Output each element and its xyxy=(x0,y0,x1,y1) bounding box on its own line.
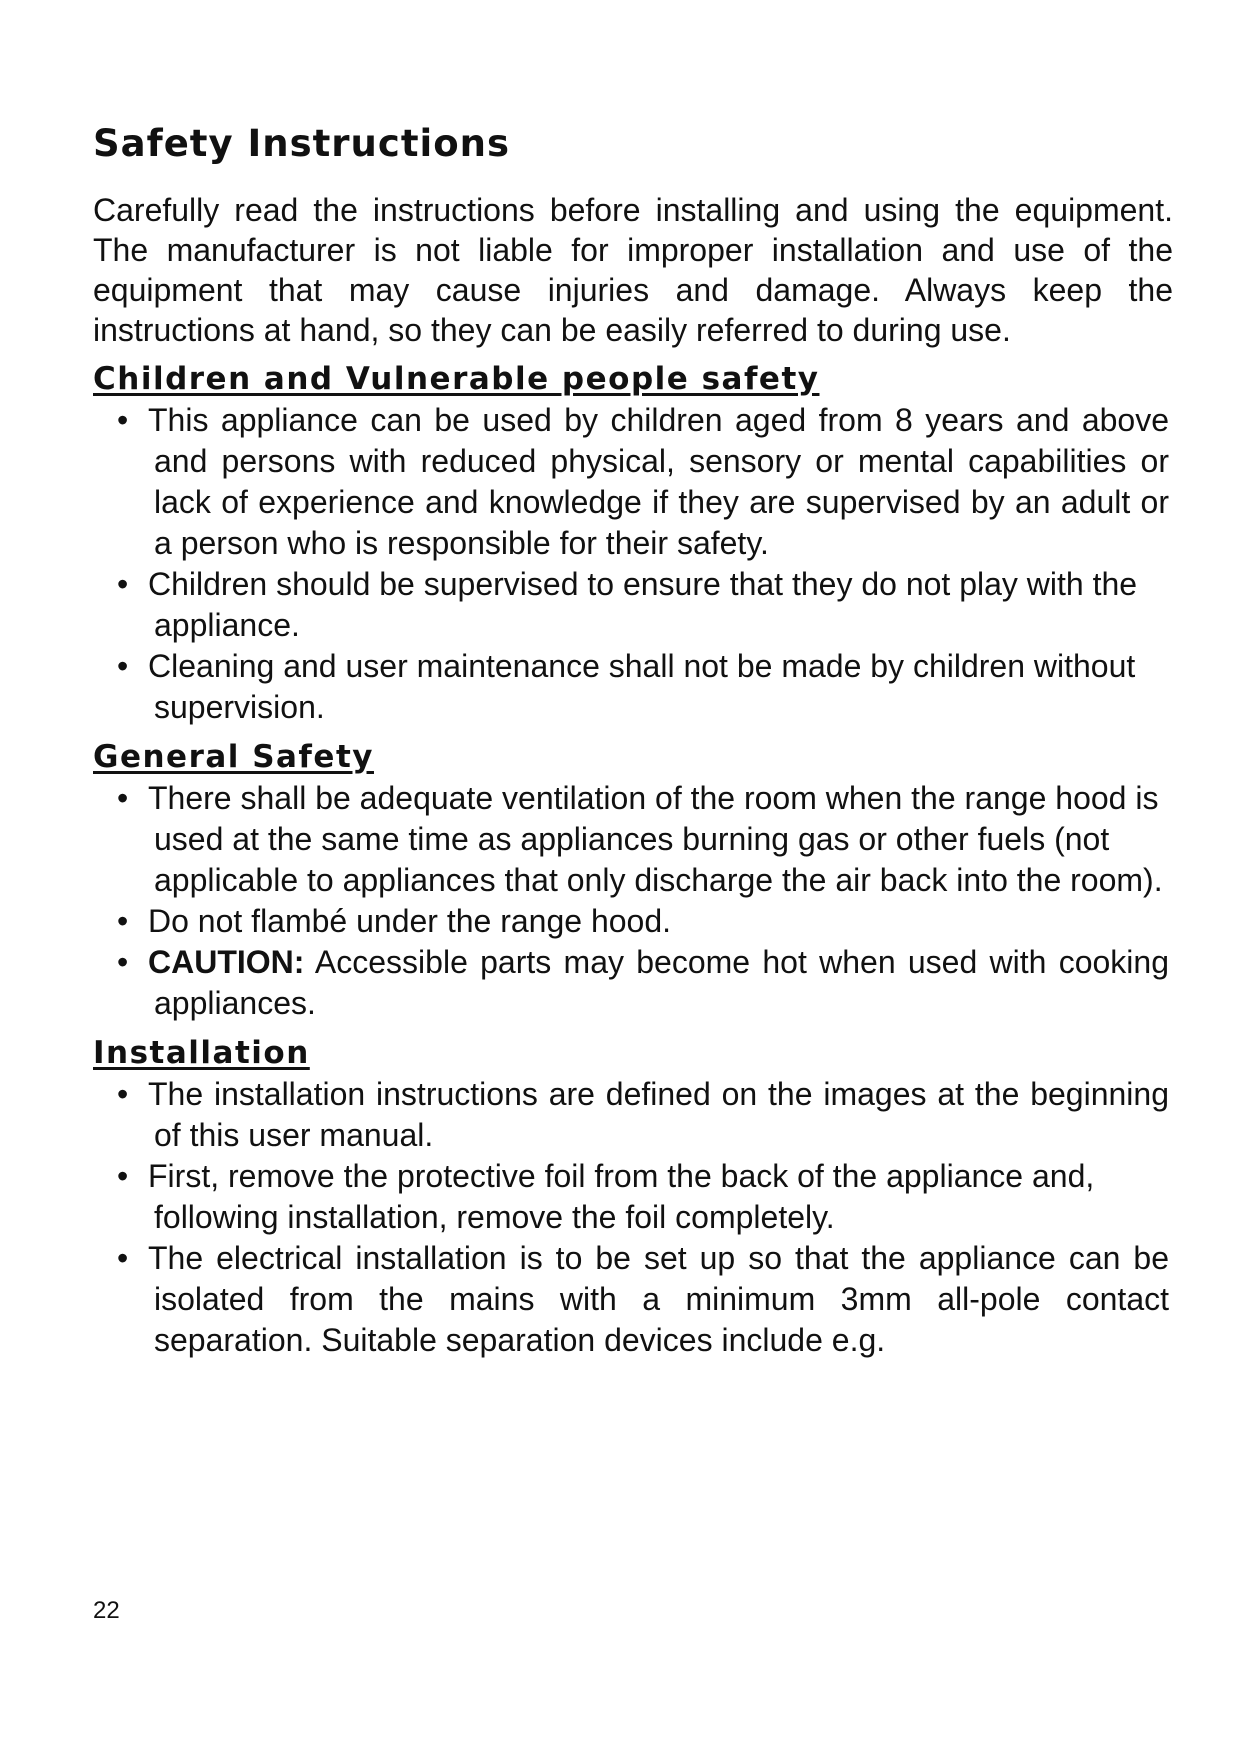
list-item: • Cleaning and user maintenance shall not be made by children without supervision. xyxy=(117,648,1136,725)
page-number: 22 xyxy=(93,1597,120,1624)
list-children-safety xyxy=(93,400,1178,728)
document-page xyxy=(93,120,1178,1361)
bullet-icon: • xyxy=(117,1158,129,1194)
list-item: • This appliance can be used by children aged from 8 years and above and persons with reduced physical, sensory or mental capabilities or lack of experience and knowledge if they are supervised by an adult or a person who is responsible for their safety. xyxy=(117,402,1169,561)
section-heading-general-safety: General Safety xyxy=(93,739,374,775)
intro-paragraph: Carefully read the instructions before installing and using the equipment. The manufacturer is not liable for improper installation and use of the equipment that may cause injuries and damage. Always keep the instructions at hand, so they can be easily referred to during use. xyxy=(93,192,1173,348)
bullet-icon: • xyxy=(117,944,129,980)
section-heading-installation: Installation xyxy=(93,1035,310,1071)
bullet-icon: • xyxy=(117,780,129,816)
list-item: • The electrical installation is to be set up so that the appliance can be isolated from the mains with a minimum 3mm all-pole contact separation. Suitable separation devices include e.g. xyxy=(117,1240,1169,1358)
bullet-icon: • xyxy=(117,1240,129,1276)
list-item: • Children should be supervised to ensure that they do not play with the appliance. xyxy=(117,566,1138,643)
list-installation xyxy=(93,1074,1178,1361)
bullet-icon: • xyxy=(117,402,129,438)
bullet-icon: • xyxy=(117,903,129,939)
bullet-icon: • xyxy=(117,648,129,684)
page-title: Safety Instructions xyxy=(93,122,510,165)
list-item: • The installation instructions are defined on the images at the beginning of this user manual. xyxy=(117,1076,1169,1153)
caution-text: Accessible parts may become hot when used with cooking appliances. xyxy=(154,944,1169,1021)
list-item: • There shall be adequate ventilation of the room when the range hood is used at the same time as appliances burning gas or other fuels (not applicable to appliances that only discharge the air back into the room). xyxy=(117,780,1163,898)
caution-label: CAUTION: xyxy=(148,944,305,980)
list-item: • First, remove the protective foil from the back of the appliance and, following installation, remove the foil completely. xyxy=(117,1158,1095,1235)
bullet-icon: • xyxy=(117,1076,129,1112)
list-general-safety xyxy=(93,778,1178,1024)
list-item-caution xyxy=(93,942,1169,1024)
bullet-icon: • xyxy=(117,566,129,602)
section-heading-children: Children and Vulnerable people safety xyxy=(93,361,820,397)
list-item: • Do not flambé under the range hood. xyxy=(93,901,1169,942)
